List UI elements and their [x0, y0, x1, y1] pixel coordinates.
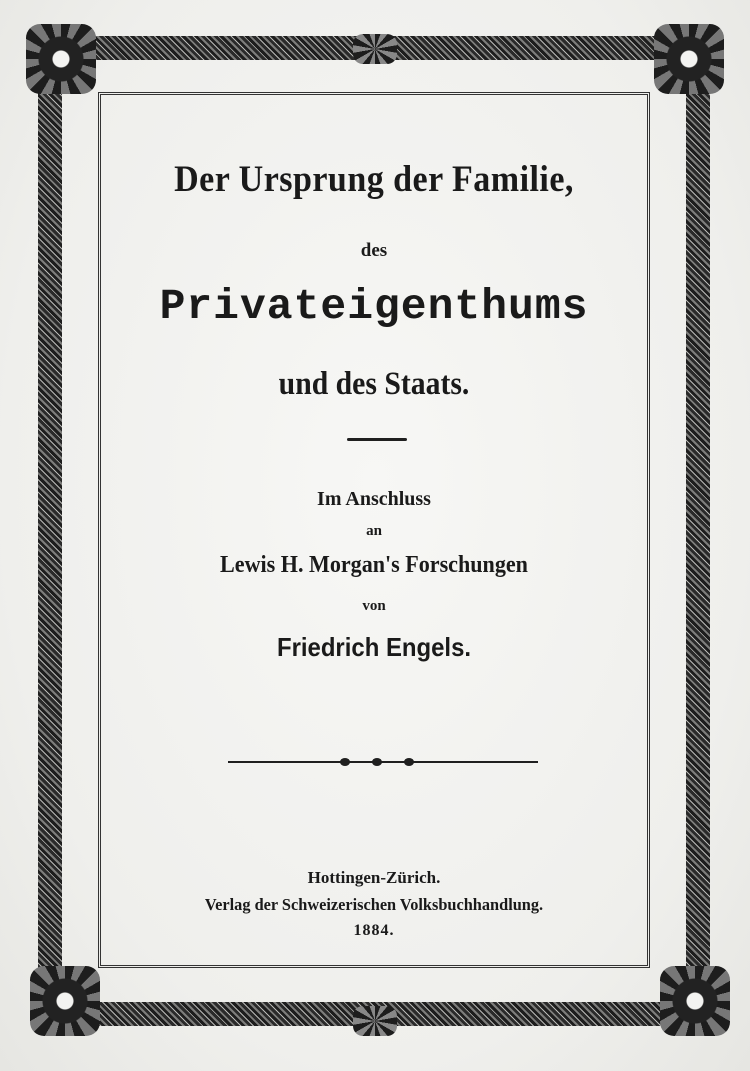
main-title: Privateigenthums [159, 282, 589, 331]
title-line-4: und des Staats. [278, 366, 470, 402]
short-divider-rule [347, 438, 407, 441]
long-divider-rule [228, 761, 538, 763]
corner-ornament-top-right [654, 24, 724, 94]
title-line-1: Der Ursprung der Familie, [174, 159, 574, 200]
corner-ornament-top-left [26, 24, 96, 94]
byline-von: von [362, 598, 386, 614]
imprint-city: Hottingen-Zürich. [307, 868, 441, 887]
divider-ornament-dot [404, 758, 414, 766]
subtitle-line-3: Lewis H. Morgan's Forschungen [220, 552, 528, 578]
subtitle-line-1: Im Anschluss [317, 488, 431, 510]
imprint-year: 1884. [353, 922, 395, 939]
ornament-top-center [353, 34, 397, 64]
corner-ornament-bottom-right [660, 966, 730, 1036]
divider-ornament-dot [340, 758, 350, 766]
title-page-content [104, 100, 644, 960]
subtitle-line-2: an [366, 523, 382, 539]
imprint-publisher: Verlag der Schweizerischen Volksbuchhandlung. [204, 895, 544, 914]
divider-ornament-dot [372, 758, 382, 766]
author-name: Friedrich Engels. [276, 632, 472, 662]
title-line-2: des [360, 240, 388, 261]
corner-ornament-bottom-left [30, 966, 100, 1036]
ornament-bottom-center [353, 1006, 397, 1036]
